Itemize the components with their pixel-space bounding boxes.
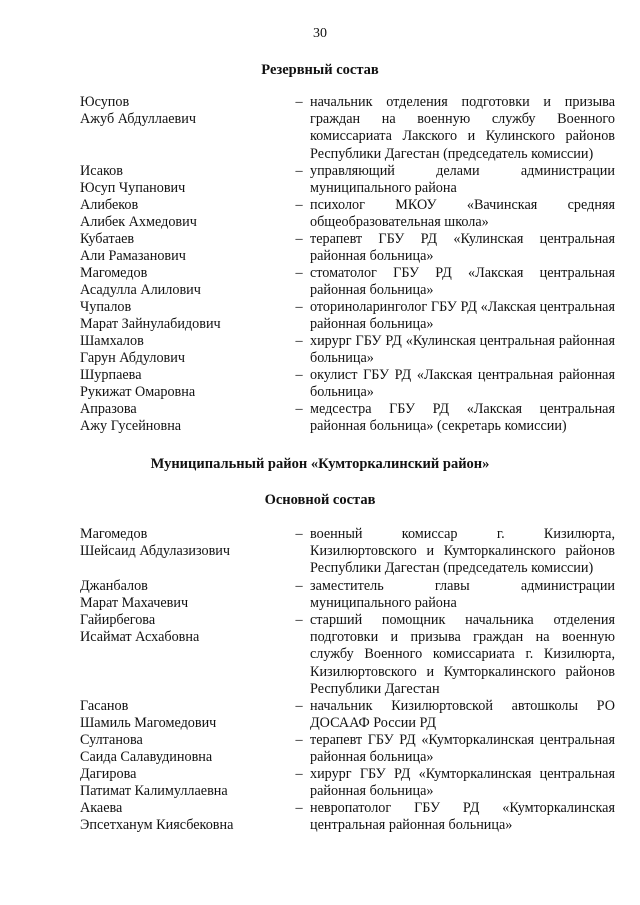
- member-name: [80, 299, 288, 333]
- member-name: [80, 612, 288, 698]
- member-name: [80, 766, 288, 800]
- member-given-name: Рукижат Омаровна: [80, 384, 196, 401]
- dash: –: [295, 401, 303, 417]
- member-name: [80, 578, 288, 612]
- member-row: [80, 800, 615, 834]
- member-name: [80, 231, 288, 265]
- member-surname: Гасанов: [80, 698, 129, 714]
- member-role: терапевт ГБУ РД «Кумторкалинская центральная районная больница»: [310, 732, 615, 766]
- dash: –: [295, 299, 303, 315]
- member-given-name: Саида Салавудиновна: [80, 749, 213, 766]
- member-role: управляющий делами администрации муниципального района: [310, 163, 615, 197]
- member-name: [80, 401, 288, 435]
- member-role: хирург ГБУ РД «Кумторкалинская центральная районная больница»: [310, 766, 615, 800]
- member-row: [80, 526, 615, 578]
- page-number: 30: [313, 26, 327, 41]
- member-name: [80, 698, 288, 732]
- member-row: [80, 367, 615, 401]
- member-row: [80, 578, 615, 612]
- member-role: начальник Кизилюртовской автошколы РО ДОСААФ России РД: [310, 698, 615, 732]
- member-name: [80, 163, 288, 197]
- section-heading-reserve: Резервный состав: [261, 62, 379, 78]
- member-row: [80, 612, 615, 698]
- dash: –: [295, 94, 303, 110]
- member-role: терапевт ГБУ РД «Кулинская центральная районная больница»: [310, 231, 615, 265]
- member-given-name: Ажу Гусейновна: [80, 418, 182, 435]
- member-surname: Султанова: [80, 732, 143, 748]
- member-given-name: Асадулла Алилович: [80, 282, 201, 299]
- member-row: [80, 163, 615, 197]
- dash: –: [295, 163, 303, 179]
- member-row: [80, 231, 615, 265]
- member-row: [80, 265, 615, 299]
- dash: –: [295, 333, 303, 349]
- member-role: начальник отделения подготовки и призыва граждан на военную службу Военного комиссариата Лакского и Кулинского районов Республики Дагестан (председатель комиссии): [310, 94, 615, 162]
- member-name: [80, 197, 288, 231]
- member-given-name: Эпсетханум Киясбековна: [80, 817, 234, 834]
- member-surname: Исаков: [80, 163, 123, 179]
- member-row: [80, 401, 615, 435]
- member-role: стоматолог ГБУ РД «Лакская центральная районная больница»: [310, 265, 615, 299]
- member-given-name: Шамиль Магомедович: [80, 715, 217, 732]
- member-name: [80, 732, 288, 766]
- member-role: медсестра ГБУ РД «Лакская центральная районная больница» (секретарь комиссии): [310, 401, 615, 435]
- member-role: заместитель главы администрации муниципального района: [310, 578, 615, 612]
- member-name: [80, 265, 288, 299]
- member-row: [80, 333, 615, 367]
- member-name: [80, 800, 288, 834]
- member-role: психолог МКОУ «Вачинская средняя общеобразовательная школа»: [310, 197, 615, 231]
- dash: –: [295, 265, 303, 281]
- dash: –: [295, 367, 303, 383]
- member-given-name: Алибек Ахмедович: [80, 214, 197, 231]
- member-given-name: Шейсаид Абдулазизович: [80, 543, 231, 560]
- district-heading: Муниципальный район «Кумторкалинский район»: [150, 456, 490, 472]
- dash: –: [295, 231, 303, 247]
- dash: –: [295, 526, 303, 542]
- section-heading-main: Основной состав: [264, 492, 376, 508]
- member-row: [80, 766, 615, 800]
- dash: –: [295, 766, 303, 782]
- member-role: старший помощник начальника отделения подготовки и призыва граждан на военную службу Военного комиссариата г. Кизилюрта, Кизилюртовского и Кумторкалинского районов Республики Дагестан: [310, 612, 615, 697]
- member-surname: Шамхалов: [80, 333, 144, 349]
- member-row: [80, 698, 615, 732]
- member-given-name: Патимат Калимуллаевна: [80, 783, 228, 800]
- member-surname: Юсупов: [80, 94, 130, 110]
- member-given-name: Ажуб Абдуллаевич: [80, 111, 196, 128]
- member-surname: Джанбалов: [80, 578, 148, 594]
- dash: –: [295, 612, 303, 628]
- member-surname: Акаева: [80, 800, 123, 816]
- member-surname: Кубатаев: [80, 231, 135, 247]
- member-surname: Шурпаева: [80, 367, 142, 383]
- member-surname: Апразова: [80, 401, 137, 417]
- member-surname: Чупалов: [80, 299, 132, 315]
- member-role: невропатолог ГБУ РД «Кумторкалинская центральная районная больница»: [310, 800, 615, 834]
- member-surname: Дагирова: [80, 766, 137, 782]
- member-role: окулист ГБУ РД «Лакская центральная районная больница»: [310, 367, 615, 401]
- member-given-name: Исаймат Асхабовна: [80, 629, 200, 646]
- member-role: хирург ГБУ РД «Кулинская центральная районная больница»: [310, 333, 615, 367]
- member-row: [80, 732, 615, 766]
- member-surname: Магомедов: [80, 265, 148, 281]
- member-given-name: Гарун Абдулович: [80, 350, 185, 367]
- member-role: оториноларинголог ГБУ РД «Лакская центральная районная больница»: [310, 299, 615, 333]
- member-given-name: Марат Махачевич: [80, 595, 189, 612]
- member-surname: Магомедов: [80, 526, 148, 542]
- dash: –: [295, 578, 303, 594]
- member-given-name: Юсуп Чупанович: [80, 180, 186, 197]
- member-name: [80, 333, 288, 367]
- member-row: [80, 299, 615, 333]
- member-name: [80, 94, 288, 163]
- member-name: [80, 526, 288, 578]
- dash: –: [295, 732, 303, 748]
- member-row: [80, 94, 615, 163]
- member-given-name: Марат Зайнулабидович: [80, 316, 221, 333]
- dash: –: [295, 698, 303, 714]
- member-given-name: Али Рамазанович: [80, 248, 186, 265]
- dash: –: [295, 197, 303, 213]
- member-surname: Алибеков: [80, 197, 139, 213]
- member-role: военный комиссар г. Кизилюрта, Кизилюртовского и Кумторкалинского районов Республики Дагестан (председатель комиссии): [310, 526, 615, 577]
- member-name: [80, 367, 288, 401]
- member-row: [80, 197, 615, 231]
- dash: –: [295, 800, 303, 816]
- member-surname: Гайирбегова: [80, 612, 156, 628]
